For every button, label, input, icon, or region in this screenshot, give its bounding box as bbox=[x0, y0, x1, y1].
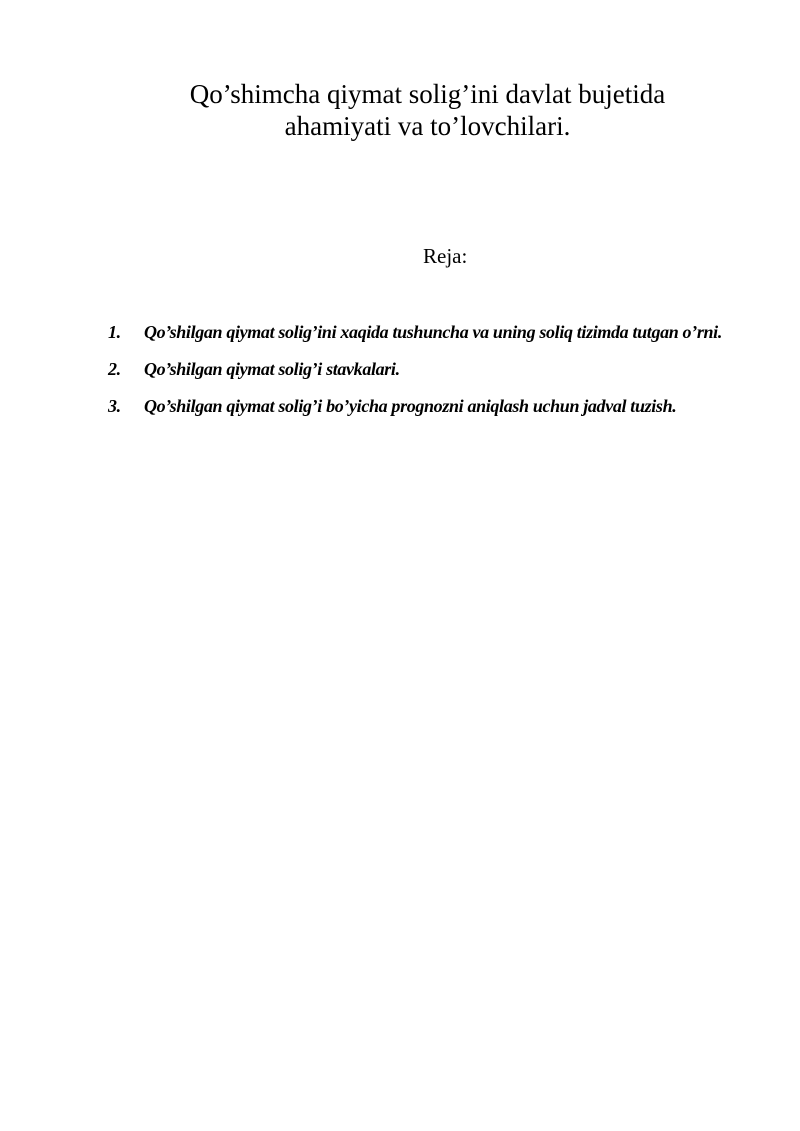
plan-list bbox=[108, 314, 748, 425]
plan-item-number: 2. bbox=[108, 359, 121, 379]
plan-item-text: Qo’shilgan qiymat solig’i bo’yicha prognozni aniqlash uchun jadval tuzish. bbox=[144, 396, 677, 416]
document-title-line-2: ahamiyati va to’lovchilari. bbox=[284, 111, 571, 141]
document-title bbox=[120, 78, 735, 142]
plan-item bbox=[108, 351, 748, 388]
plan-heading: Reja: bbox=[423, 244, 468, 268]
plan-item bbox=[108, 388, 748, 425]
plan-item-text: Qo’shilgan qiymat solig’i stavkalari. bbox=[144, 359, 400, 379]
plan-item bbox=[108, 314, 748, 351]
plan-item-text: Qo’shilgan qiymat solig’ini xaqida tushuncha va uning soliq tizimda tutgan o’rni. bbox=[144, 322, 722, 342]
plan-item-number: 3. bbox=[108, 396, 121, 416]
plan-item-number: 1. bbox=[108, 322, 121, 342]
document-title-line-1: Qo’shimcha qiymat solig’ini davlat bujetida bbox=[189, 79, 666, 109]
